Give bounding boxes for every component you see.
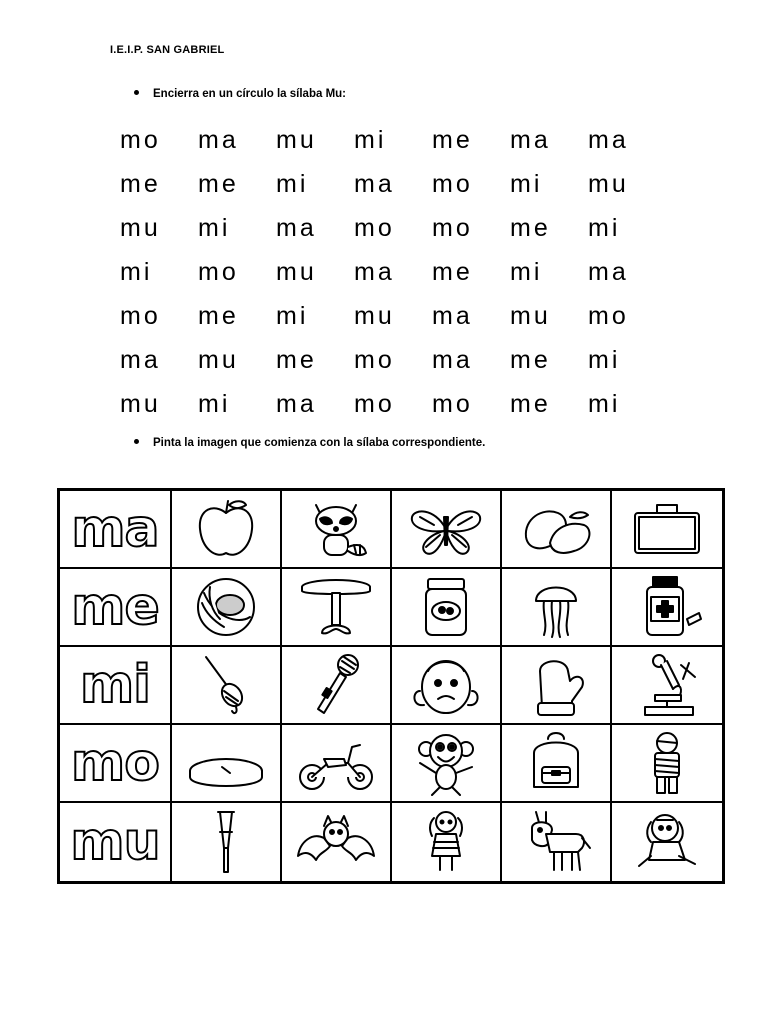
mitten-icon [514,651,598,719]
syllable[interactable]: me [510,345,551,374]
melon-icon [184,573,268,641]
butterfly-icon [404,495,488,563]
picture-cell[interactable] [612,647,722,725]
donkey-icon [514,808,598,876]
picture-cell[interactable] [282,569,392,647]
crutch-icon [184,808,268,876]
picture-cell[interactable] [502,725,612,803]
syllable-label: me [71,577,159,637]
syllable[interactable]: mo [432,213,473,242]
bullet-icon [134,90,139,95]
syllable[interactable]: me [510,389,551,418]
microphone-icon [294,651,378,719]
medicine-bottle-icon [625,573,709,641]
syllable[interactable]: me [198,169,239,198]
syllable[interactable]: ma [120,345,161,374]
syllable-label-cell [60,725,172,803]
honey-dipper-icon [184,651,268,719]
syllable[interactable]: mo [354,389,395,418]
syllable[interactable]: mo [198,257,239,286]
picture-cell[interactable] [392,803,502,881]
backpack-icon [514,729,598,797]
syllable[interactable]: mo [432,389,473,418]
instruction-paint [134,437,485,449]
syllable[interactable]: ma [276,389,317,418]
syllable[interactable]: mu [354,301,395,330]
picture-cell[interactable] [172,725,282,803]
syllable[interactable]: ma [354,257,395,286]
syllable[interactable]: mi [198,389,231,418]
syllable-grid [120,118,680,426]
table-icon [294,573,378,641]
picture-cell[interactable] [282,647,392,725]
girl-icon [404,808,488,876]
syllable[interactable]: mo [120,125,161,154]
apple-icon [184,495,268,563]
picture-cell[interactable] [392,725,502,803]
picture-cell[interactable] [502,647,612,725]
motorcycle-icon [294,729,378,797]
syllable-label: ma [71,499,159,559]
picture-cell[interactable] [172,647,282,725]
mummy-icon [625,729,709,797]
syllable[interactable]: me [432,125,473,154]
syllable[interactable]: mi [588,389,621,418]
jellyfish-icon [514,573,598,641]
syllable-label: mi [79,655,150,715]
syllable[interactable]: mi [354,125,387,154]
syllable[interactable]: mi [588,213,621,242]
picture-cell[interactable] [612,491,722,569]
picture-table [57,488,725,884]
instruction-text: Encierra en un círculo la sílaba Mu: [153,88,347,100]
syllable[interactable]: mi [510,257,543,286]
syllable[interactable]: ma [276,213,317,242]
picture-cell[interactable] [502,803,612,881]
syllable[interactable]: ma [354,169,395,198]
syllable-label-cell [60,647,172,725]
syllable[interactable]: mu [120,213,161,242]
syllable[interactable]: mi [588,345,621,374]
picture-cell[interactable] [612,569,722,647]
picture-cell[interactable] [282,725,392,803]
syllable-label-cell [60,803,172,881]
raccoon-icon [294,495,378,563]
bullet-icon [134,439,139,444]
syllable-label: mo [71,733,159,793]
syllable[interactable]: ma [588,125,629,154]
syllable-row [120,118,680,162]
picture-cell[interactable] [612,803,722,881]
syllable[interactable]: ma [198,125,239,154]
syllable[interactable]: ma [432,301,473,330]
syllable[interactable]: mu [120,389,161,418]
picture-cell[interactable] [392,569,502,647]
child-face-icon [404,651,488,719]
microscope-icon [625,651,709,719]
picture-cell[interactable] [172,803,282,881]
suitcase-icon [625,495,709,563]
monkey-icon [404,729,488,797]
picture-cell[interactable] [172,491,282,569]
mango-icon [514,495,598,563]
syllable[interactable]: mi [276,169,309,198]
syllable-row [120,250,680,294]
syllable-row [120,294,680,338]
syllable[interactable]: mu [510,301,551,330]
syllable[interactable]: me [276,345,317,374]
bat-icon [294,808,378,876]
syllable[interactable]: mu [588,169,629,198]
syllable-row [120,338,680,382]
syllable-label-cell [60,491,172,569]
syllable[interactable]: mo [120,301,161,330]
coin-icon [184,729,268,797]
syllable[interactable]: ma [432,345,473,374]
syllable[interactable]: ma [510,125,551,154]
syllable[interactable]: mo [588,301,629,330]
syllable[interactable]: mu [276,125,317,154]
syllable[interactable]: mo [354,345,395,374]
syllable[interactable]: me [120,169,161,198]
syllable[interactable]: mu [198,345,239,374]
syllable-row [120,162,680,206]
syllable[interactable]: mi [198,213,231,242]
jam-jar-icon [404,573,488,641]
syllable[interactable]: me [510,213,551,242]
syllable[interactable]: ma [588,257,629,286]
syllable-label: mu [70,812,160,872]
picture-cell[interactable] [282,491,392,569]
syllable-row [120,206,680,250]
instruction-circle [134,88,346,100]
syllable-label-cell [60,569,172,647]
picture-cell[interactable] [502,491,612,569]
syllable[interactable]: me [198,301,239,330]
doll-icon [625,808,709,876]
syllable[interactable]: mo [432,169,473,198]
picture-cell[interactable] [612,725,722,803]
syllable-row [120,382,680,426]
syllable[interactable]: mo [354,213,395,242]
picture-cell[interactable] [172,569,282,647]
instruction-text: Pinta la imagen que comienza con la sílaba correspondiente. [153,437,486,449]
picture-cell[interactable] [392,647,502,725]
syllable[interactable]: me [432,257,473,286]
picture-cell[interactable] [502,569,612,647]
syllable[interactable]: mi [276,301,309,330]
picture-cell[interactable] [282,803,392,881]
syllable[interactable]: mi [120,257,153,286]
picture-cell[interactable] [392,491,502,569]
syllable[interactable]: mi [510,169,543,198]
school-name: I.E.I.P. SAN GABRIEL [110,44,225,56]
syllable[interactable]: mu [276,257,317,286]
